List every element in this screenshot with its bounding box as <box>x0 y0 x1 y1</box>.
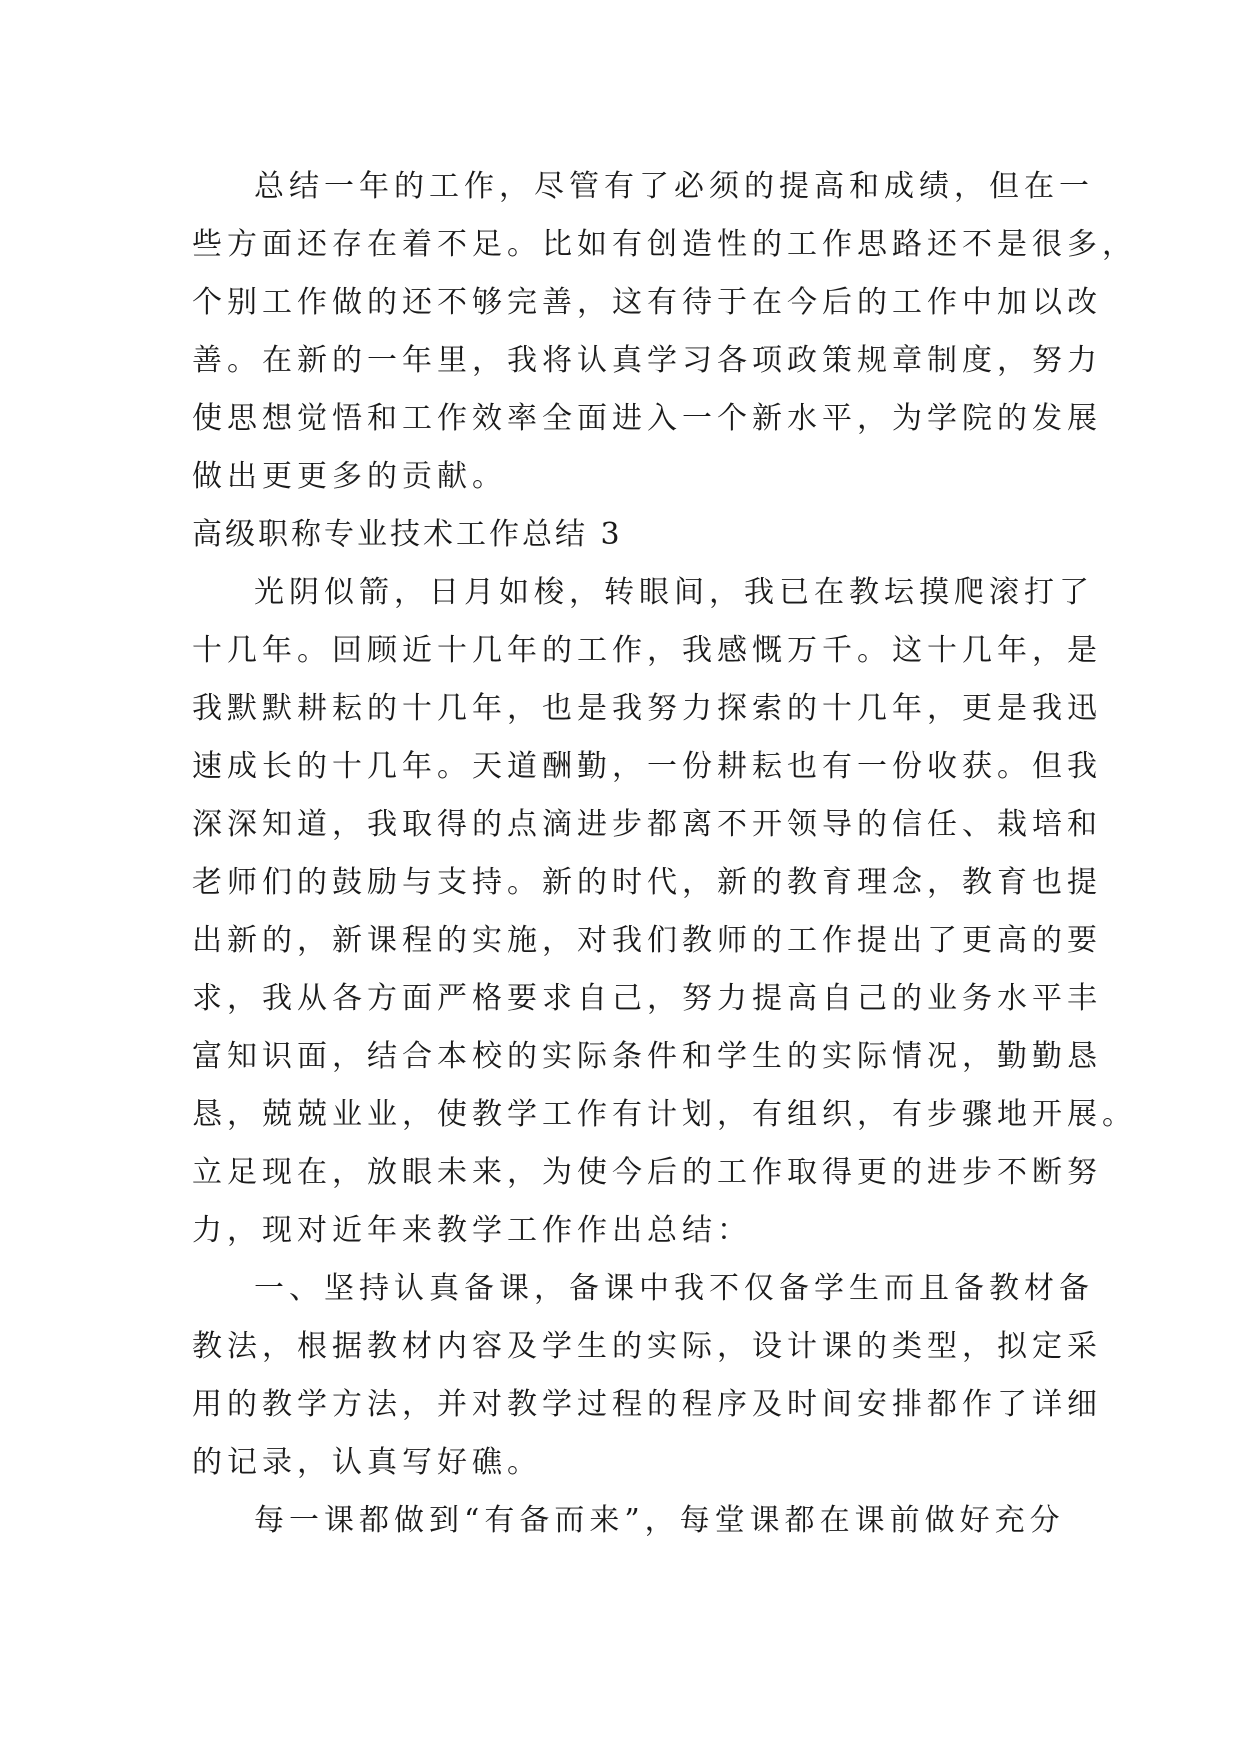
paragraph-1-line-1: 总结一年的工作，尽管有了必须的提高和成绩，但在一 <box>254 169 1094 204</box>
paragraph-2-line-9: 富知识面，结合本校的实际条件和学生的实际情况，勤勤恳 <box>192 1039 1102 1074</box>
paragraph-1-line-6: 做出更更多的贡献。 <box>192 459 507 494</box>
paragraph-3-line-4: 的记录，认真写好礁。 <box>192 1445 542 1480</box>
paragraph-3-line-1: 一、坚持认真备课，备课中我不仅备学生而且备教材备 <box>254 1271 1094 1306</box>
paragraph-3-line-2: 教法，根据教材内容及学生的实际，设计课的类型，拟定采 <box>192 1329 1102 1364</box>
paragraph-2-line-6: 老师们的鼓励与支持。新的时代，新的教育理念，教育也提 <box>192 865 1102 900</box>
paragraph-4-line-1: 每一课都做到“有备而来”，每堂课都在课前做好充分 <box>254 1503 1065 1538</box>
paragraph-1-line-4: 善。在新的一年里，我将认真学习各项政策规章制度，努力 <box>192 343 1102 378</box>
section-heading: 高级职称专业技术工作总结 3 <box>192 517 623 552</box>
paragraph-2-line-3: 我默默耕耘的十几年，也是我努力探索的十几年，更是我迅 <box>192 691 1102 726</box>
paragraph-2-line-4: 速成长的十几年。天道酬勤，一份耕耘也有一份收获。但我 <box>192 749 1102 784</box>
paragraph-1-line-3: 个别工作做的还不够完善，这有待于在今后的工作中加以改 <box>192 285 1102 320</box>
paragraph-2-line-11: 立足现在，放眼未来，为使今后的工作取得更的进步不断努 <box>192 1155 1102 1190</box>
paragraph-2-line-10: 恳，兢兢业业，使教学工作有计划，有组织，有步骤地开展。 <box>192 1097 1137 1132</box>
paragraph-1-line-5: 使思想觉悟和工作效率全面进入一个新水平，为学院的发展 <box>192 401 1102 436</box>
paragraph-2-line-1: 光阴似箭，日月如梭，转眼间，我已在教坛摸爬滚打了 <box>254 575 1094 610</box>
paragraph-1-line-2: 些方面还存在着不足。比如有创造性的工作思路还不是很多， <box>192 227 1137 262</box>
paragraph-2-line-8: 求，我从各方面严格要求自己，努力提高自己的业务水平丰 <box>192 981 1102 1016</box>
paragraph-2-line-12: 力，现对近年来教学工作作出总结： <box>192 1213 752 1248</box>
paragraph-2-line-2: 十几年。回顾近十几年的工作，我感慨万千。这十几年，是 <box>192 633 1102 668</box>
paragraph-2-line-7: 出新的，新课程的实施，对我们教师的工作提出了更高的要 <box>192 923 1102 958</box>
paragraph-3-line-3: 用的教学方法，并对教学过程的程序及时间安排都作了详细 <box>192 1387 1102 1422</box>
paragraph-2-line-5: 深深知道，我取得的点滴进步都离不开领导的信任、栽培和 <box>192 807 1102 842</box>
